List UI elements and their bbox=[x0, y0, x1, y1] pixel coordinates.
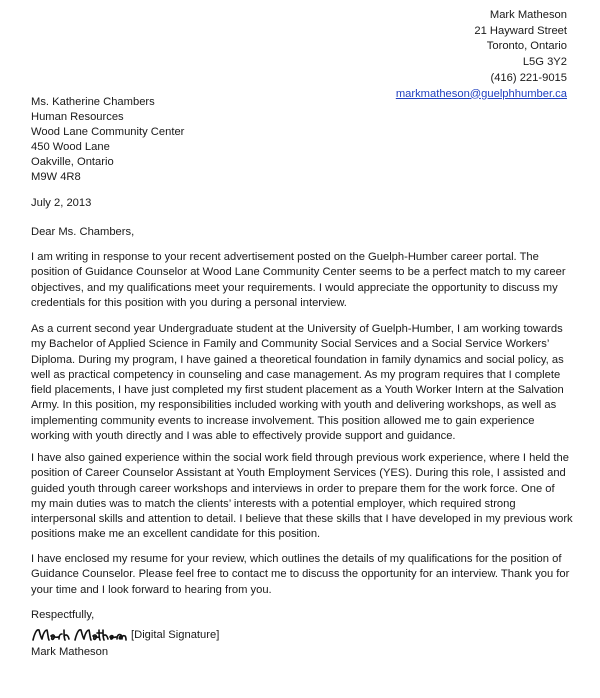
paragraph-line: your time and I look forward to hearing from you. bbox=[31, 583, 272, 596]
paragraph-line: objectives, and my qualifications meet your requirements. I would appreciate the opportunity to discuss my bbox=[31, 281, 558, 294]
sender-phone: (416) 221-9015 bbox=[490, 71, 567, 84]
body-paragraph bbox=[31, 322, 571, 444]
paragraph-line: I have also gained experience within the social work field through previous work experience, where I held the bbox=[31, 452, 569, 464]
paragraph-line: Army. In this position, my responsibilities included working with youth and delivering workshops, as well as bbox=[31, 399, 557, 412]
paragraph-line: As a current second year Undergraduate student at the University of Guelph-Humber, I am working towards bbox=[31, 323, 563, 335]
paragraph-line: implementing community events to increase involvement. This position allowed me to gain experience bbox=[31, 414, 535, 427]
paragraph-line: working with youth directly and I was able to effectively provide support and guidance. bbox=[31, 430, 456, 443]
paragraph-line: Guidance Counselor. Please feel free to contact me to discuss the opportunity for an interview. Thank you for bbox=[31, 568, 570, 581]
handwritten-signature bbox=[31, 624, 127, 646]
paragraph-line: positions make me an excellent candidate for this position. bbox=[31, 528, 321, 541]
paragraph-line: Diploma. During my program, I have gained a theoretical foundation in family dynamics and social policy, as bbox=[31, 353, 564, 366]
body-paragraph bbox=[31, 250, 571, 311]
sender-email-link[interactable]: markmatheson@guelphhumber.ca bbox=[395, 87, 567, 100]
body-paragraph bbox=[31, 451, 571, 543]
recipient-city: Oakville, Ontario bbox=[31, 156, 114, 168]
paragraph-line: guided youth through career workshops and interviews in order to prepare them for the work force. One of bbox=[31, 482, 555, 495]
paragraph-line: field placements, I have just completed my first student placement as a Youth Worker Intern at the Salvation bbox=[31, 384, 564, 397]
signature-row bbox=[31, 624, 219, 646]
sender-street: 21 Hayward Street bbox=[474, 24, 567, 37]
recipient-address-block bbox=[31, 95, 184, 185]
recipient-street: 450 Wood Lane bbox=[31, 141, 110, 153]
sender-postal: L5G 3Y2 bbox=[522, 56, 567, 69]
paragraph-line: position of Guidance Counselor at Wood Lane Community Center seems to be a perfect match to my career bbox=[31, 266, 566, 279]
digital-signature-label: [Digital Signature] bbox=[131, 629, 220, 641]
sender-name: Mark Matheson bbox=[489, 9, 567, 21]
sender-city: Toronto, Ontario bbox=[486, 40, 567, 53]
paragraph-line: position of Career Counselor Assistant at Youth Employment Services (YES). During this role, I assisted and bbox=[31, 467, 566, 480]
recipient-postal: M9W 4R8 bbox=[31, 171, 81, 183]
paragraph-line: I am writing in response to your recent advertisement posted on the Guelph-Humber career portal. The bbox=[31, 251, 539, 263]
paragraph-line: I have enclosed my resume for your review, which outlines the details of my qualifications for the position of bbox=[31, 553, 562, 565]
closing: Respectfully, bbox=[31, 609, 95, 621]
paragraph-line: credentials for this position with you during a personal interview. bbox=[31, 296, 347, 309]
recipient-department: Human Resources bbox=[31, 111, 124, 123]
signoff-name: Mark Matheson bbox=[31, 646, 109, 658]
recipient-organization: Wood Lane Community Center bbox=[31, 126, 185, 138]
paragraph-line: my main duties was to match the clients’ interests with a potential employer, which required strong bbox=[31, 497, 516, 510]
paragraph-line: interpersonal skills and attention to detail. I believe that these skills that I have developed in my previous work bbox=[31, 513, 573, 526]
sender-address-block bbox=[396, 8, 567, 102]
paragraph-line: well as practical competency in counseling and case management. As my program requires that I complete bbox=[31, 368, 561, 381]
paragraph-line: my Bachelor of Applied Science in Family and Community Social Services and a Social Service Workers’ bbox=[31, 338, 550, 351]
letter-date: July 2, 2013 bbox=[31, 197, 92, 209]
recipient-name: Ms. Katherine Chambers bbox=[31, 96, 155, 108]
salutation: Dear Ms. Chambers, bbox=[31, 226, 135, 238]
body-paragraph bbox=[31, 552, 571, 598]
